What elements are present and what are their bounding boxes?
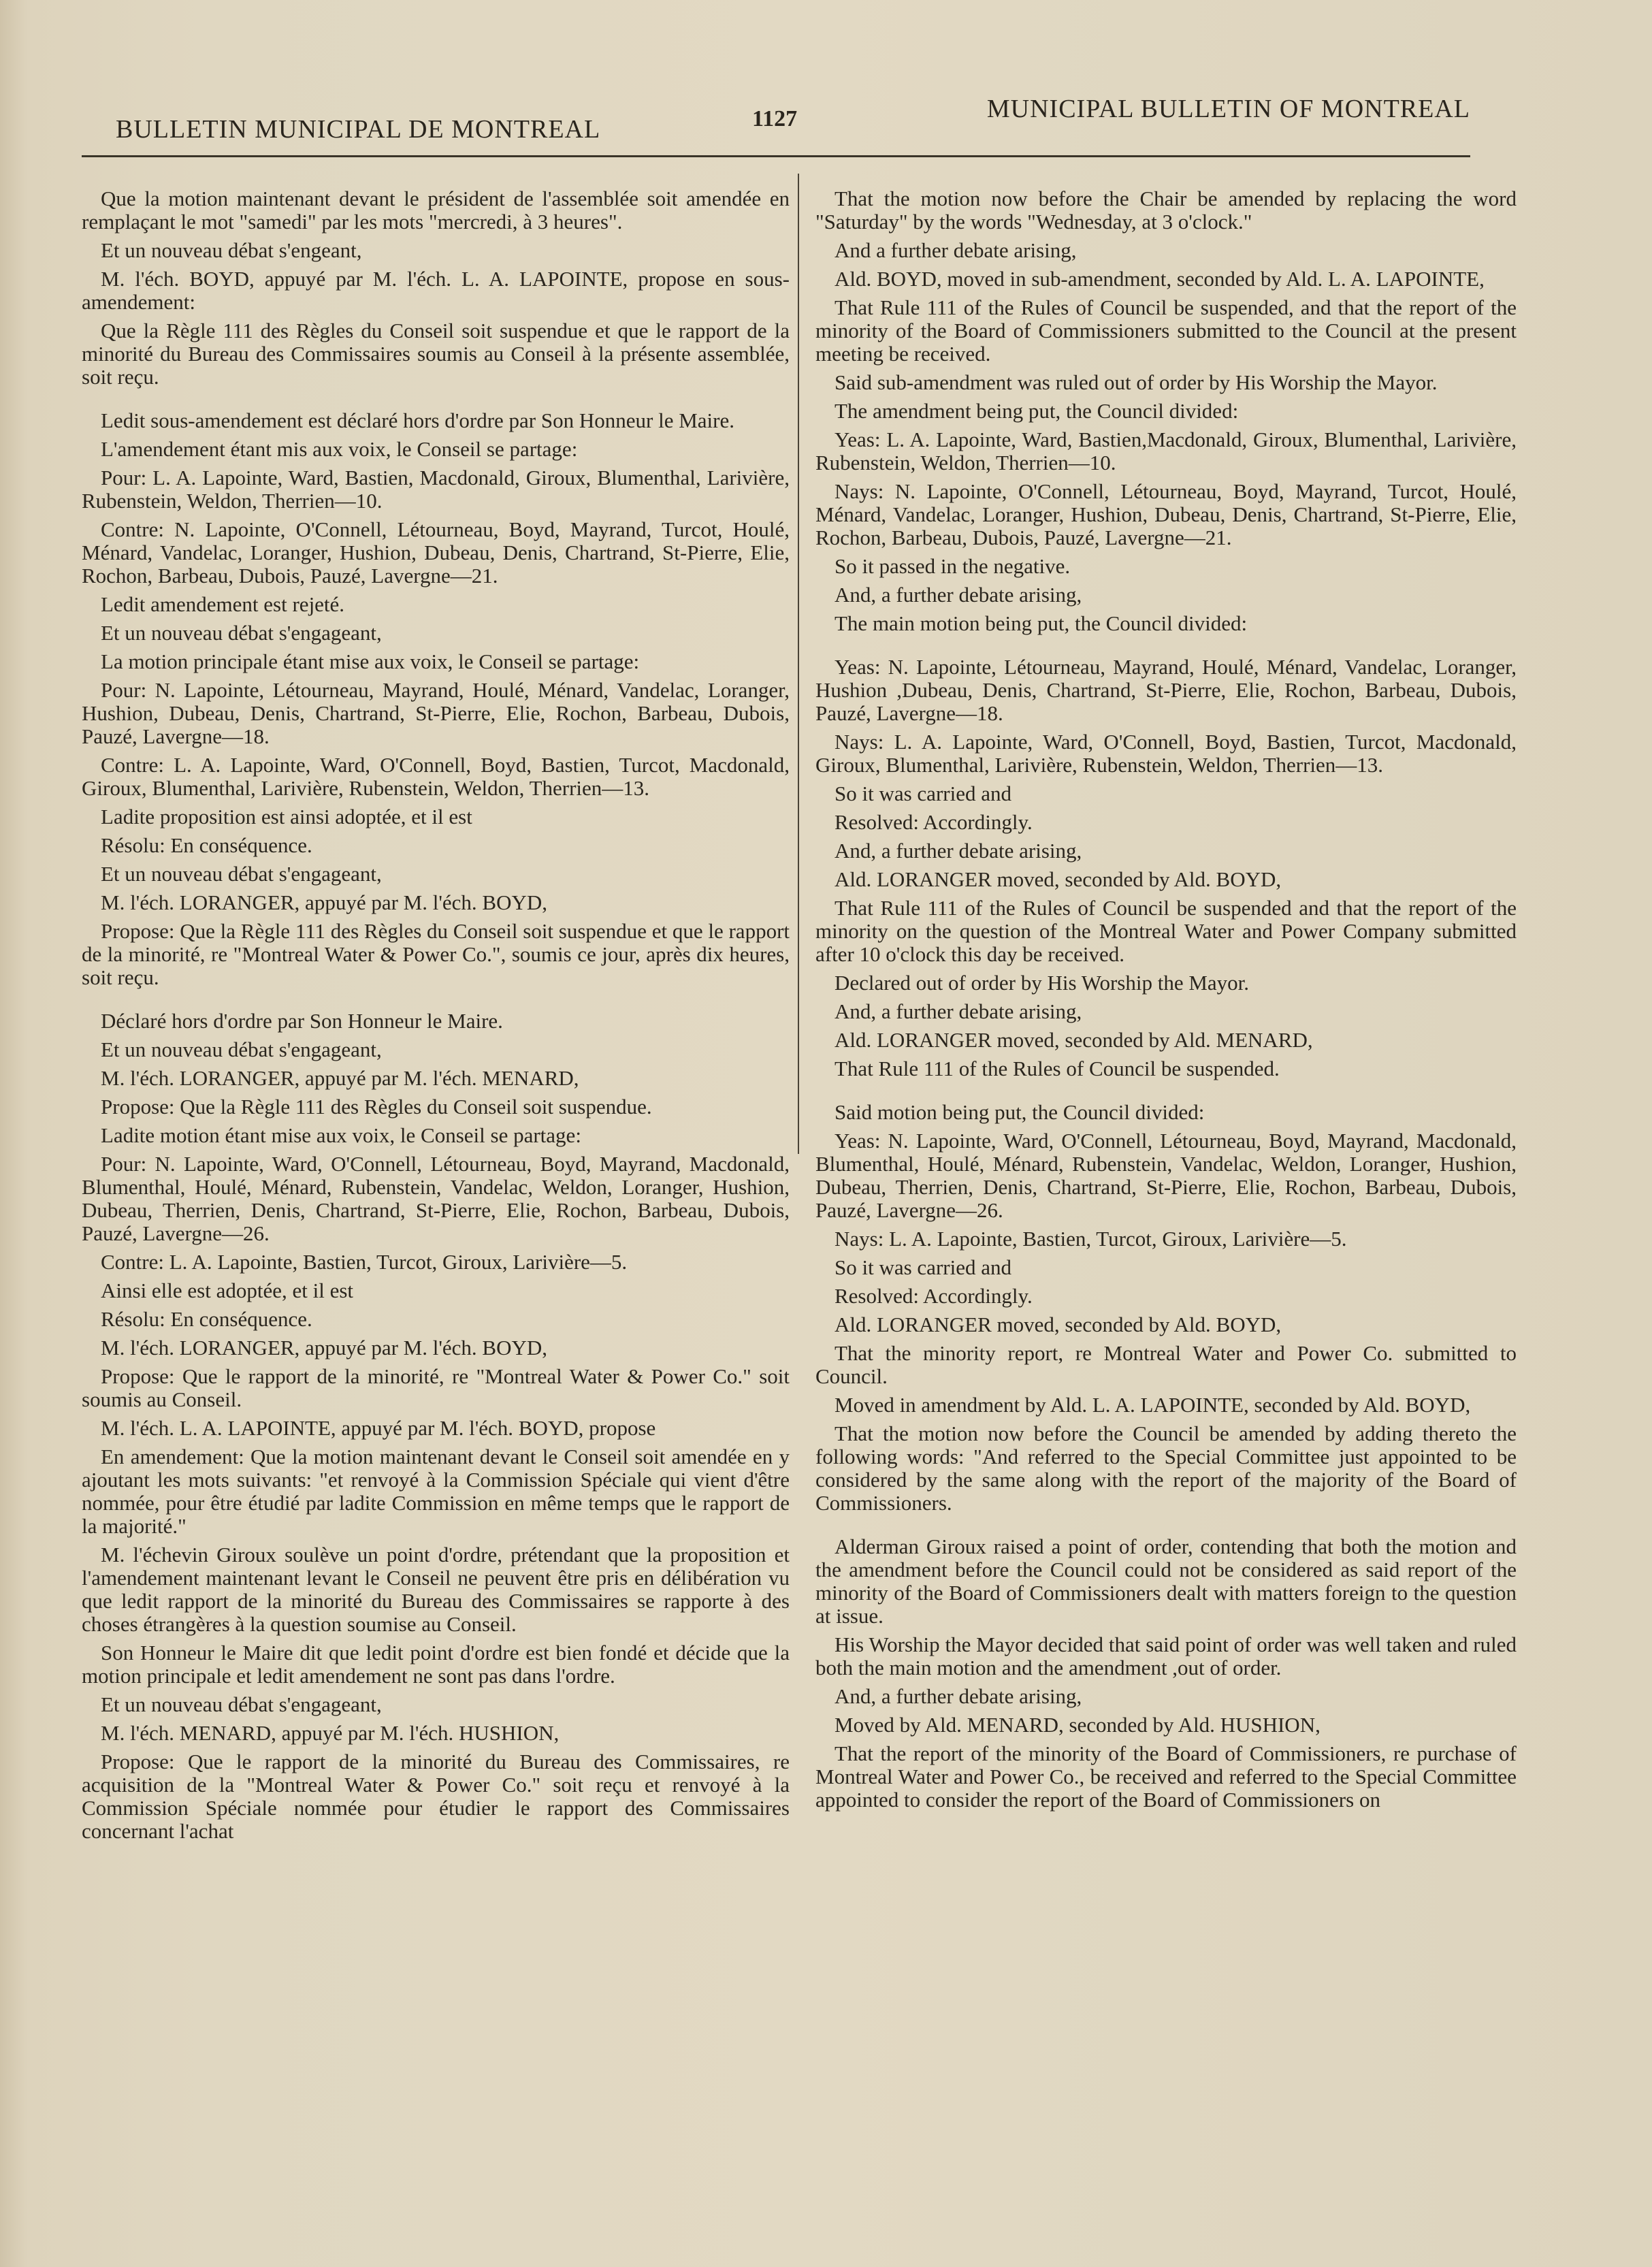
paragraph: Que la Règle 111 des Règles du Conseil soit suspendue et que le rapport de la minorité du Bureau des Commissaires soumis au Conseil à la présente assemblée, soit reçu.	[82, 319, 790, 389]
paragraph: Said motion being put, the Council divided:	[835, 1100, 1205, 1124]
running-header	[116, 89, 1470, 143]
french-column	[82, 187, 790, 1848]
paragraph: The amendment being put, the Council divided:	[835, 399, 1239, 423]
header-english-title: MUNICIPAL BULLETIN OF MONTREAL	[986, 95, 1470, 123]
paragraph: That the motion now before the Council be amended by adding thereto the following words: "And referred to the Special Committee just appointed to be considered by the same along with the report of the majority of the Board of Commissioners.	[815, 1421, 1517, 1515]
paragraph: Ladite proposition est ainsi adoptée, et il est	[101, 805, 472, 829]
paragraph: Resolved: Accordingly.	[835, 810, 1033, 834]
paragraph: Resolved: Accordingly.	[835, 1284, 1033, 1308]
paragraph: M. l'échevin Giroux soulève un point d'ordre, prétendant que la proposition et l'amendement maintenant levant le Conseil ne peuvent être pris en délibération vu que ledit rapport de la minorité du Bureau des Commissaires se rapporte à des choses étrangères à la question soumise au Conseil.	[82, 1543, 790, 1636]
paragraph: That the minority report, re Montreal Water and Power Co. submitted to Council.	[815, 1341, 1517, 1388]
paragraph: Résolu: En conséquence.	[101, 833, 312, 857]
paragraph: M. l'éch. LORANGER, appuyé par M. l'éch. MENARD,	[101, 1066, 579, 1090]
paragraph: That the report of the minority of the Board of Commissioners, re purchase of Montreal Water and Power Co., be received and referred to the Special Committee appointed to consider the report of the Board of Commissioners on	[815, 1741, 1517, 1812]
paragraph: And, a further debate arising,	[835, 999, 1082, 1023]
header-french-title: BULLETIN MUNICIPAL DE MONTREAL	[116, 115, 601, 144]
paragraph: Et un nouveau débat s'engageant,	[101, 862, 382, 886]
paragraph: Nays: N. Lapointe, O'Connell, Létourneau, Boyd, Mayrand, Turcot, Houlé, Ménard, Vandelac, Loranger, Hushion, Dubeau, Denis, Chartrand, St-Pierre, Elie, Rochon, Barbeau, Dubois, Pauzé, Lavergne—21.	[815, 479, 1517, 549]
paragraph: Ald. LORANGER moved, seconded by Ald. BOYD,	[835, 867, 1282, 891]
page-number: 1127	[752, 106, 798, 131]
paragraph: Contre: L. A. Lapointe, Ward, O'Connell, Boyd, Bastien, Turcot, Macdonald, Giroux, Blumenthal, Larivière, Rubenstein, Weldon, Therrien—13.	[82, 753, 790, 800]
paragraph: And, a further debate arising,	[835, 839, 1082, 863]
paragraph: Et un nouveau débat s'engageant,	[101, 621, 382, 645]
paragraph: Declared out of order by His Worship the Mayor.	[835, 971, 1250, 995]
paragraph: Propose: Que la Règle 111 des Règles du Conseil soit suspendue.	[101, 1095, 652, 1119]
paragraph: Nays: L. A. Lapointe, Ward, O'Connell, Boyd, Bastien, Turcot, Macdonald, Giroux, Blumenthal, Larivière, Rubenstein, Weldon, Therrien—13.	[815, 730, 1517, 777]
paragraph: Que la motion maintenant devant le président de l'assemblée soit amendée en remplaçant le mot "samedi" par les mots "mercredi, à 3 heures".	[82, 187, 790, 234]
paragraph: And a further debate arising,	[835, 238, 1077, 262]
english-column	[815, 187, 1517, 1817]
paragraph: So it passed in the negative.	[835, 554, 1071, 578]
paragraph: La motion principale étant mise aux voix, le Conseil se partage:	[101, 649, 640, 673]
paragraph: Moved by Ald. MENARD, seconded by Ald. HUSHION,	[835, 1713, 1321, 1737]
paragraph: M. l'éch. MENARD, appuyé par M. l'éch. HUSHION,	[101, 1721, 560, 1745]
paragraph: Et un nouveau débat s'engageant,	[101, 1038, 382, 1061]
paragraph: And, a further debate arising,	[835, 1684, 1082, 1708]
paragraph: Propose: Que la Règle 111 des Règles du Conseil soit suspendue et que le rapport de la minorité, re "Montreal Water & Power Co.", soumis ce jour, après dix heures, soit reçu.	[82, 919, 790, 989]
paragraph: Yeas: N. Lapointe, Létourneau, Mayrand, Houlé, Ménard, Vandelac, Loranger, Hushion ,Dubeau, Denis, Chartrand, St-Pierre, Elie, Rochon, Barbeau, Dubois, Pauzé, Lavergne—18.	[815, 655, 1517, 725]
paragraph: Ledit amendement est rejeté.	[101, 592, 345, 616]
paragraph: Ald. LORANGER moved, seconded by Ald. BOYD,	[835, 1313, 1282, 1336]
column-divider	[798, 174, 799, 1154]
paragraph: M. l'éch. LORANGER, appuyé par M. l'éch. BOYD,	[101, 1336, 548, 1360]
paragraph: Ladite motion étant mise aux voix, le Conseil se partage:	[101, 1123, 581, 1147]
paragraph: Ledit sous-amendement est déclaré hors d'ordre par Son Honneur le Maire.	[101, 408, 734, 432]
paragraph: Et un nouveau débat s'engageant,	[101, 1692, 382, 1716]
paragraph: Ainsi elle est adoptée, et il est	[101, 1279, 354, 1302]
paragraph: So it was carried and	[835, 782, 1011, 805]
paragraph: En amendement: Que la motion maintenant devant le Conseil soit amendée en y ajoutant les mots suivants: "et renvoyé à la Commission Spéciale qui vient d'être nommée, pour être étudié par ladite Commission en même temps que le rapport de la majorité."	[82, 1445, 790, 1538]
paragraph: Propose: Que le rapport de la minorité du Bureau des Commissaires, re acquisition de la "Montreal Water & Power Co." soit reçu et renvoyé à la Commission Spéciale nommée pour étudier le rapport des Commissaires concernant l'achat	[82, 1750, 790, 1843]
paragraph: Yeas: N. Lapointe, Ward, O'Connell, Létourneau, Boyd, Mayrand, Macdonald, Blumenthal, Houlé, Ménard, Rubenstein, Vandelac, Weldon, Loranger, Hushion, Dubeau, Therrien, Denis, Chartrand, St-Pierre, Elie, Rochon, Barbeau, Dubois, Pauzé, Lavergne—26.	[815, 1129, 1517, 1222]
paragraph: Pour: N. Lapointe, Létourneau, Mayrand, Houlé, Ménard, Vandelac, Loranger, Hushion, Dubeau, Denis, Chartrand, St-Pierre, Elie, Rochon, Barbeau, Dubois, Pauzé, Lavergne—18.	[82, 678, 790, 748]
paragraph: Ald. BOYD, moved in sub-amendment, seconded by Ald. L. A. LAPOINTE,	[835, 267, 1485, 291]
paragraph: Et un nouveau débat s'engeant,	[101, 238, 362, 262]
paragraph: L'amendement étant mis aux voix, le Conseil se partage:	[101, 437, 578, 461]
paragraph: That the motion now before the Chair be amended by replacing the word "Saturday" by the words "Wednesday, at 3 o'clock."	[815, 187, 1517, 234]
paragraph: Déclaré hors d'ordre par Son Honneur le Maire.	[101, 1009, 503, 1033]
header-rule	[82, 155, 1470, 157]
paragraph: That Rule 111 of the Rules of Council be suspended and that the report of the minority on the question of the Montreal Water and Power Company submitted after 10 o'clock this day be received.	[815, 896, 1517, 966]
paragraph: His Worship the Mayor decided that said point of order was well taken and ruled both the main motion and the amendment ,out of order.	[815, 1633, 1517, 1679]
paragraph: Pour: N. Lapointe, Ward, O'Connell, Létourneau, Boyd, Mayrand, Macdonald, Blumenthal, Houlé, Ménard, Rubenstein, Vandelac, Weldon, Loranger, Hushion, Dubeau, Therrien, Denis, Chartrand, St-Pierre, Elie, Rochon, Barbeau, Dubois, Pauzé, Lavergne—26.	[82, 1152, 790, 1245]
paragraph: Alderman Giroux raised a point of order, contending that both the motion and the amendment before the Council could not be considered as said report of the minority of the Board of Commissioners dealt with matters foreign to the question at issue.	[815, 1534, 1517, 1628]
paragraph: Said sub-amendment was ruled out of order by His Worship the Mayor.	[835, 370, 1438, 394]
paragraph: Résolu: En conséquence.	[101, 1307, 312, 1331]
paragraph: M. l'éch. LORANGER, appuyé par M. l'éch. BOYD,	[101, 890, 548, 914]
paragraph: The main motion being put, the Council divided:	[835, 611, 1248, 635]
paragraph: Ald. LORANGER moved, seconded by Ald. MENARD,	[835, 1028, 1313, 1052]
paragraph: That Rule 111 of the Rules of Council be suspended.	[835, 1057, 1280, 1080]
paragraph: Pour: L. A. Lapointe, Ward, Bastien, Macdonald, Giroux, Blumenthal, Larivière, Rubenstein, Weldon, Therrien—10.	[82, 466, 790, 513]
paragraph: Yeas: L. A. Lapointe, Ward, Bastien,Macdonald, Giroux, Blumenthal, Larivière, Rubenstein, Weldon, Therrien—10.	[815, 428, 1517, 475]
paragraph: Contre: N. Lapointe, O'Connell, Létourneau, Boyd, Mayrand, Turcot, Houlé, Ménard, Vandelac, Loranger, Hushion, Dubeau, Denis, Chartrand, St-Pierre, Elie, Rochon, Barbeau, Dubois, Pauzé, Lavergne—21.	[82, 517, 790, 588]
paragraph: Moved in amendment by Ald. L. A. LAPOINTE, seconded by Ald. BOYD,	[835, 1393, 1471, 1417]
paragraph: Nays: L. A. Lapointe, Bastien, Turcot, Giroux, Larivière—5.	[835, 1227, 1347, 1251]
paragraph: So it was carried and	[835, 1255, 1011, 1279]
paragraph: Propose: Que le rapport de la minorité, re "Montreal Water & Power Co." soit soumis au Conseil.	[82, 1364, 790, 1411]
paragraph: Contre: L. A. Lapointe, Bastien, Turcot, Giroux, Larivière—5.	[101, 1250, 628, 1274]
paragraph: And, a further debate arising,	[835, 583, 1082, 607]
paragraph: M. l'éch. L. A. LAPOINTE, appuyé par M. l'éch. BOYD, propose	[101, 1416, 656, 1440]
paragraph: That Rule 111 of the Rules of Council be suspended, and that the report of the minority of the Board of Commissioners submitted to the Council at the present meeting be received.	[815, 295, 1517, 366]
paragraph: M. l'éch. BOYD, appuyé par M. l'éch. L. A. LAPOINTE, propose en sous-amendement:	[82, 267, 790, 314]
paragraph: Son Honneur le Maire dit que ledit point d'ordre est bien fondé et décide que la motion principale et ledit amendement ne sont pas dans l'ordre.	[82, 1641, 790, 1688]
